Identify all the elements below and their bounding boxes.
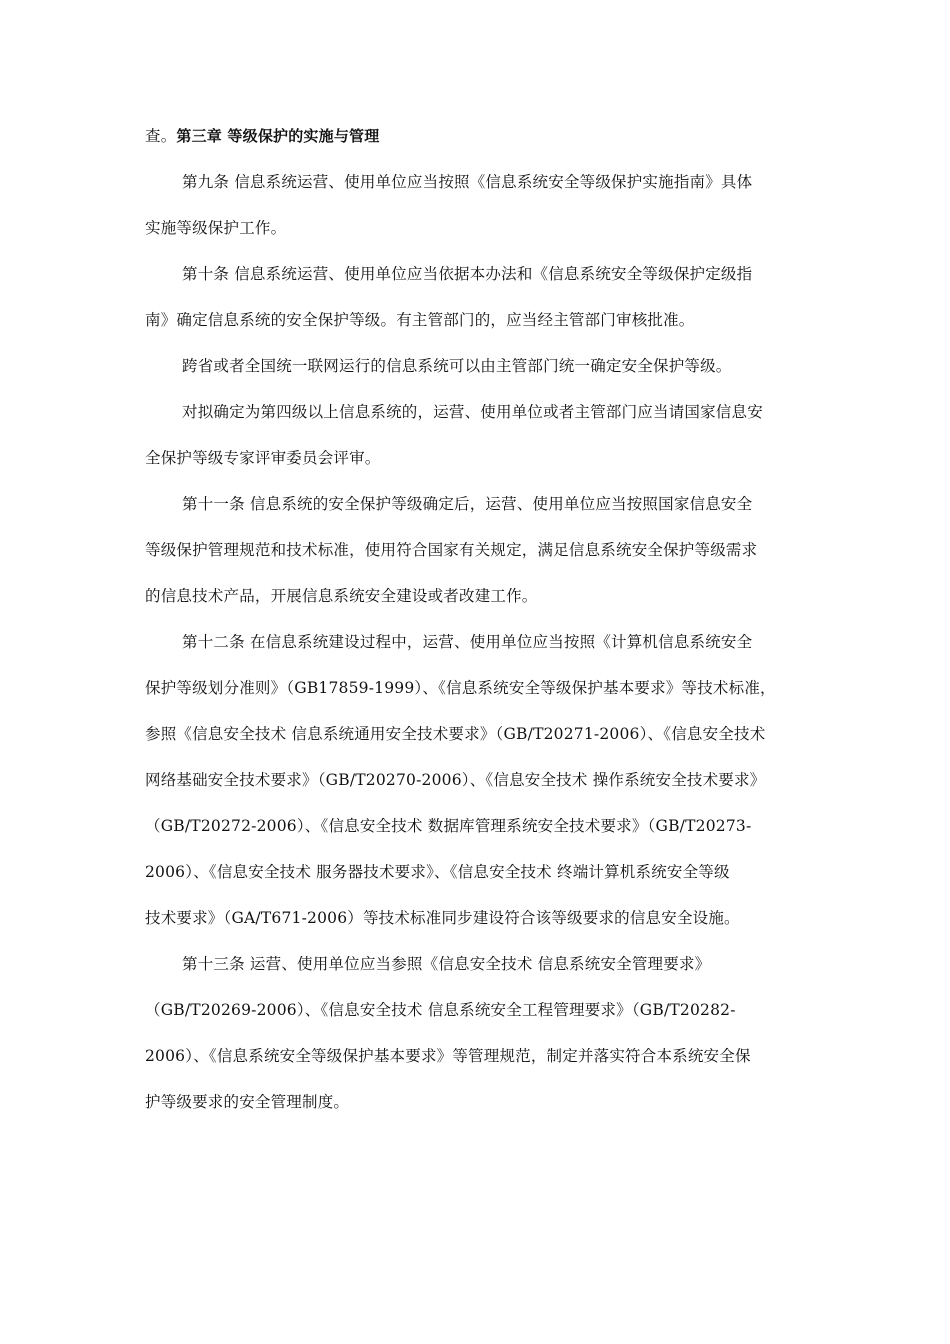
text-line: 等级保护管理规范和技术标准，使用符合国家有关规定，满足信息系统安全保护等级需求 (145, 541, 758, 559)
text-line: 跨省或者全国统一联网运行的信息系统可以由主管部门统一确定安全保护等级。 (182, 357, 732, 375)
text-line: （GB/T20269-2006）、《信息安全技术 信息系统安全工程管理要求》（GB/T20282- (145, 1001, 736, 1019)
text-line: 2006）、《信息安全技术 服务器技术要求》、《信息安全技术 终端计算机系统安全等级 (145, 863, 730, 881)
text-line: 全保护等级专家评审委员会评审。 (145, 449, 381, 467)
text-line: 2006）、《信息系统安全等级保护基本要求》等管理规范，制定并落实符合本系统安全保 (145, 1047, 751, 1065)
text-line: 第十条 信息系统运营、使用单位应当依据本办法和《信息系统安全等级保护定级指 (182, 265, 753, 283)
text-line: 南》确定信息系统的安全保护等级。有主管部门的，应当经主管部门审核批准。 (145, 311, 695, 329)
text-line: 网络基础安全技术要求》（GB/T20270-2006）、《信息安全技术 操作系统安全技术要求》 (145, 771, 766, 789)
text-line: 第十一条 信息系统的安全保护等级确定后，运营、使用单位应当按照国家信息安全 (182, 495, 753, 513)
text-line: 对拟确定为第四级以上信息系统的，运营、使用单位或者主管部门应当请国家信息安 (182, 403, 763, 421)
text-line: 第十二条 在信息系统建设过程中，运营、使用单位应当按照《计算机信息系统安全 (182, 633, 753, 651)
text-line: （GB/T20272-2006）、《信息安全技术 数据库管理系统安全技术要求》（GB/T20273- (145, 817, 752, 835)
text-line: 技术要求》（GA/T671-2006）等技术标准同步建设符合该等级要求的信息安全设施。 (145, 909, 740, 927)
text-line: 保护等级划分准则》（GB17859-1999）、《信息系统安全等级保护基本要求》等技术标准， (145, 679, 776, 697)
document-body (145, 159, 809, 1125)
previous-text-fragment: 查。 (145, 127, 177, 145)
text-line: 第九条 信息系统运营、使用单位应当按照《信息系统安全等级保护实施指南》具体 (182, 173, 753, 191)
text-line: 护等级要求的安全管理制度。 (145, 1093, 350, 1111)
text-line: 参照《信息安全技术 信息系统通用安全技术要求》（GB/T20271-2006）、《信息安全技术 (145, 725, 766, 743)
chapter-heading: 第三章 等级保护的实施与管理 (176, 127, 380, 145)
document-page (145, 113, 809, 1125)
text-line: 实施等级保护工作。 (145, 219, 287, 237)
text-line: 的信息技术产品，开展信息系统安全建设或者改建工作。 (145, 587, 538, 605)
text-line: 第十三条 运营、使用单位应当参照《信息安全技术 信息系统安全管理要求》 (182, 955, 711, 973)
chapter-heading-line (145, 113, 809, 159)
